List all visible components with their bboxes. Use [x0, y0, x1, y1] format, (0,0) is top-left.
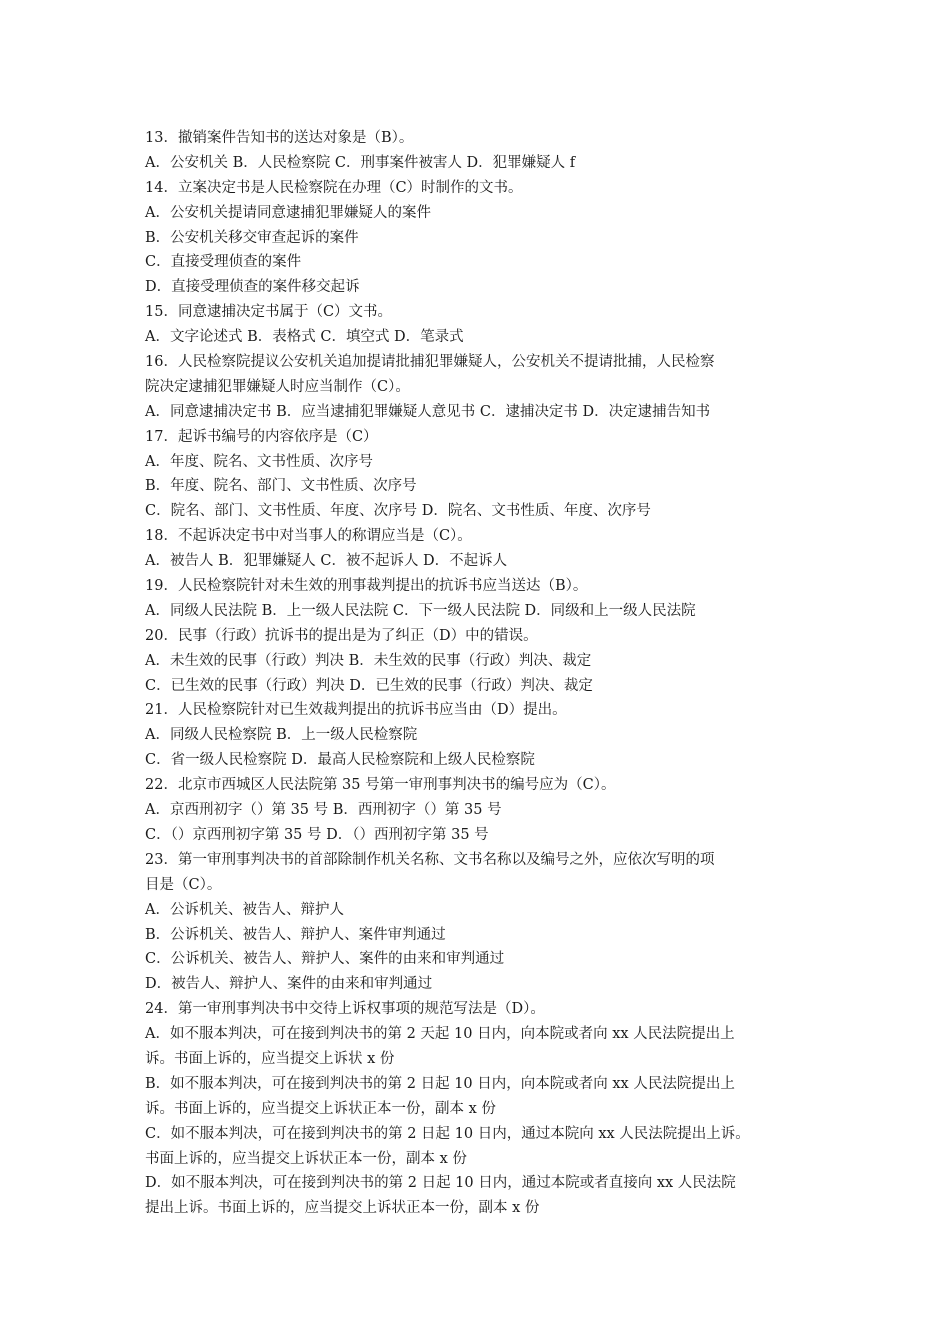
text-line: C．如不服本判决，可在接到判决书的第 2 日起 10 日内，通过本院向 xx 人民法院提出上诉。: [145, 1125, 750, 1142]
text-line: A．同级人民检察院 B．上一级人民检察院: [145, 727, 418, 744]
text-line: A．公诉机关、被告人、辩护人: [145, 901, 344, 918]
text-line: 24．第一审刑事判决书中交待上诉权事项的规范写法是（D）。: [145, 1001, 545, 1018]
text-line: 目是（C）。: [145, 876, 222, 893]
text-line: D．如不服本判决，可在接到判决书的第 2 日起 10 日内，通过本院或者直接向 xx 人民法院: [145, 1175, 736, 1192]
text-line: D．直接受理侦查的案件移交起诉: [145, 279, 360, 296]
text-line: A．同级人民法院 B．上一级人民法院 C．下一级人民法院 D．同级和上一级人民法院: [145, 602, 696, 619]
text-line: 19．人民检察院针对未生效的刑事裁判提出的抗诉书应当送达（B）。: [145, 578, 588, 595]
text-line: C．省一级人民检察院 D．最高人民检察院和上级人民检察院: [145, 752, 535, 769]
text-line: 书面上诉的，应当提交上诉状正本一份，副本 x 份: [145, 1150, 467, 1167]
text-line: A．未生效的民事（行政）判决 B．未生效的民事（行政）判决、裁定: [145, 652, 592, 669]
text-line: 院决定逮捕犯罪嫌疑人时应当制作（C）。: [145, 378, 410, 395]
text-line: C．已生效的民事（行政）判决 D．已生效的民事（行政）判决、裁定: [145, 677, 593, 694]
text-line: D．被告人、辩护人、案件的由来和审判通过: [145, 976, 433, 993]
text-line: A．如不服本判决，可在接到判决书的第 2 天起 10 日内，向本院或者向 xx 人民法院提出上: [145, 1026, 735, 1043]
text-line: C．院名、部门、文书性质、年度、次序号 D．院名、文书性质、年度、次序号: [145, 503, 651, 520]
text-line: A．京西刑初字（）第 35 号 B．西刑初字（）第 35 号: [145, 802, 502, 819]
text-line: A．公安机关提请同意逮捕犯罪嫌疑人的案件: [145, 204, 431, 221]
text-line: A．文字论述式 B．表格式 C．填空式 D．笔录式: [145, 329, 464, 346]
text-line: 提出上诉。书面上诉的，应当提交上诉状正本一份，副本 x 份: [145, 1200, 540, 1217]
text-line: A．公安机关 B．人民检察院 C．刑事案件被害人 D．犯罪嫌疑人 f: [145, 154, 576, 171]
text-line: 22．北京市西城区人民法院第 35 号第一审刑事判决书的编号应为（C）。: [145, 777, 616, 794]
text-line: B．公安机关移交审查起诉的案件: [145, 229, 359, 246]
text-line: 18．不起诉决定书中对当事人的称谓应当是（C）。: [145, 528, 472, 545]
text-line: 诉。书面上诉的，应当提交上诉状 x 份: [145, 1050, 395, 1067]
text-line: 20．民事（行政）抗诉书的提出是为了纠正（D）中的错误。: [145, 627, 538, 644]
text-line: 23．第一审刑事判决书的首部除制作机关名称、文书名称以及编号之外，应依次写明的项: [145, 851, 715, 868]
text-line: 诉。书面上诉的，应当提交上诉状正本一份，副本 x 份: [145, 1100, 496, 1117]
text-line: 21．人民检察院针对已生效裁判提出的抗诉书应当由（D）提出。: [145, 702, 567, 719]
text-line: B．如不服本判决，可在接到判决书的第 2 日起 10 日内，向本院或者向 xx 人民法院提出上: [145, 1075, 735, 1092]
document-page: [145, 126, 835, 1221]
text-line: C．直接受理侦查的案件: [145, 254, 302, 271]
text-line: B．公诉机关、被告人、辩护人、案件审判通过: [145, 926, 446, 943]
text-line: 17．起诉书编号的内容依序是（C）: [145, 428, 378, 445]
text-line: 16．人民检察院提议公安机关追加提请批捕犯罪嫌疑人，公安机关不提请批捕，人民检察: [145, 354, 715, 371]
text-line: B．年度、院名、部门、文书性质、次序号: [145, 478, 417, 495]
text-line: A．同意逮捕决定书 B．应当逮捕犯罪嫌疑人意见书 C．逮捕决定书 D．决定逮捕告知书: [145, 403, 711, 420]
text-line: C．公诉机关、被告人、辩护人、案件的由来和审判通过: [145, 951, 505, 968]
text-line: A．年度、院名、文书性质、次序号: [145, 453, 373, 470]
text-line: A．被告人 B．犯罪嫌疑人 C．被不起诉人 D．不起诉人: [145, 553, 508, 570]
text-line: 15．同意逮捕决定书属于（C）文书。: [145, 304, 393, 321]
text-line: 13．撤销案件告知书的送达对象是（B）。: [145, 130, 414, 146]
text-line: C．（）京西刑初字第 35 号 D．（）西刑初字第 35 号: [145, 826, 489, 843]
text-line: 14．立案决定书是人民检察院在办理（C）时制作的文书。: [145, 179, 523, 196]
